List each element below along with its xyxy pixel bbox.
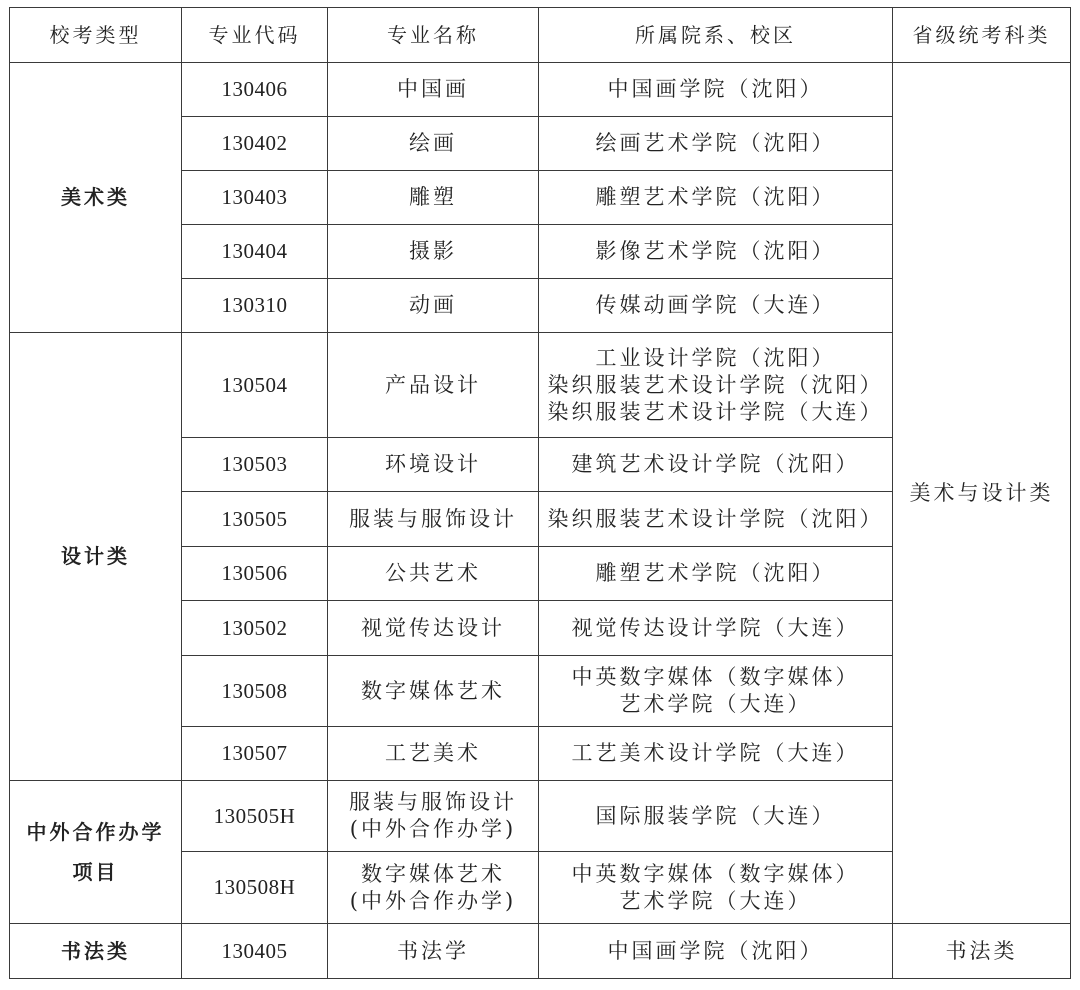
- major-code: 130402: [182, 117, 328, 171]
- major-code: 130504: [182, 333, 328, 438]
- major-name: 工艺美术: [328, 727, 539, 781]
- college: 中国画学院（沈阳）: [539, 924, 893, 979]
- major-code: 130502: [182, 601, 328, 656]
- college: 绘画艺术学院（沈阳）: [539, 117, 893, 171]
- group-sino-foreign-line: 项目: [72, 860, 119, 884]
- major-code: 130505: [182, 492, 328, 547]
- major-code: 130508H: [182, 852, 328, 924]
- major-name: 绘画: [328, 117, 539, 171]
- header-major-name: 专业名称: [328, 8, 539, 63]
- major-name: 产品设计: [328, 333, 539, 438]
- college: 视觉传达设计学院（大连）: [539, 601, 893, 656]
- majors-table: [9, 7, 1071, 979]
- major-name: 环境设计: [328, 438, 539, 492]
- group-art: 美术类: [10, 63, 182, 333]
- major-code: 130503: [182, 438, 328, 492]
- major-code: 130506: [182, 547, 328, 601]
- major-name: 服装与服饰设计: [328, 492, 539, 547]
- college-line: 染织服装艺术设计学院（大连）: [547, 399, 884, 424]
- major-name: 视觉传达设计: [328, 601, 539, 656]
- table-row: [10, 924, 1071, 979]
- header-college-campus: 所属院系、校区: [539, 8, 893, 63]
- college: 工艺美术设计学院（大连）: [539, 727, 893, 781]
- group-design: 设计类: [10, 333, 182, 781]
- major-name-line: (中外合作办学): [349, 888, 517, 913]
- major-name: [328, 852, 539, 924]
- college-line: 中英数字媒体（数字媒体）: [571, 861, 860, 886]
- college: [539, 852, 893, 924]
- major-name: 书法学: [328, 924, 539, 979]
- group-sino-foreign: [10, 781, 182, 924]
- college: 建筑艺术设计学院（沈阳）: [539, 438, 893, 492]
- major-code: 130310: [182, 279, 328, 333]
- college: 中国画学院（沈阳）: [539, 63, 893, 117]
- major-name: 中国画: [328, 63, 539, 117]
- college: 影像艺术学院（沈阳）: [539, 225, 893, 279]
- major-code: 130406: [182, 63, 328, 117]
- college: 国际服装学院（大连）: [539, 781, 893, 852]
- header-major-code: 专业代码: [182, 8, 328, 63]
- college-line: 艺术学院（大连）: [619, 888, 812, 913]
- college: [539, 333, 893, 438]
- group-calligraphy: 书法类: [10, 924, 182, 979]
- header-exam-type: 校考类型: [10, 8, 182, 63]
- college-line: 中英数字媒体（数字媒体）: [571, 665, 860, 689]
- major-code: 130404: [182, 225, 328, 279]
- major-name-line: 数字媒体艺术: [361, 861, 505, 886]
- major-name: 公共艺术: [328, 547, 539, 601]
- college-line: 工业设计学院（沈阳）: [595, 345, 836, 370]
- major-name-line: 服装与服饰设计: [349, 790, 517, 814]
- major-code: 130403: [182, 171, 328, 225]
- college: [539, 656, 893, 727]
- major-name: [328, 781, 539, 852]
- major-code: 130505H: [182, 781, 328, 852]
- group-sino-foreign-line: 中外合作办学: [26, 820, 165, 844]
- major-code: 130507: [182, 727, 328, 781]
- table-row: [10, 63, 1071, 117]
- exam-category-calligraphy: 书法类: [893, 924, 1071, 979]
- major-code: 130405: [182, 924, 328, 979]
- table-body: [10, 63, 1071, 979]
- header-provincial-exam-category: 省级统考科类: [893, 8, 1071, 63]
- major-name-line: (中外合作办学): [349, 817, 517, 841]
- table-header: [10, 8, 1071, 63]
- major-name: 摄影: [328, 225, 539, 279]
- college: 传媒动画学院（大连）: [539, 279, 893, 333]
- college: 雕塑艺术学院（沈阳）: [539, 171, 893, 225]
- college-line: 艺术学院（大连）: [619, 692, 812, 716]
- header-row: [10, 8, 1071, 63]
- college-line: 染织服装艺术设计学院（沈阳）: [547, 372, 884, 397]
- exam-category-art-design: 美术与设计类: [893, 63, 1071, 924]
- major-name: 数字媒体艺术: [328, 656, 539, 727]
- major-name: 动画: [328, 279, 539, 333]
- college: 雕塑艺术学院（沈阳）: [539, 547, 893, 601]
- major-name: 雕塑: [328, 171, 539, 225]
- college: 染织服装艺术设计学院（沈阳）: [539, 492, 893, 547]
- major-code: 130508: [182, 656, 328, 727]
